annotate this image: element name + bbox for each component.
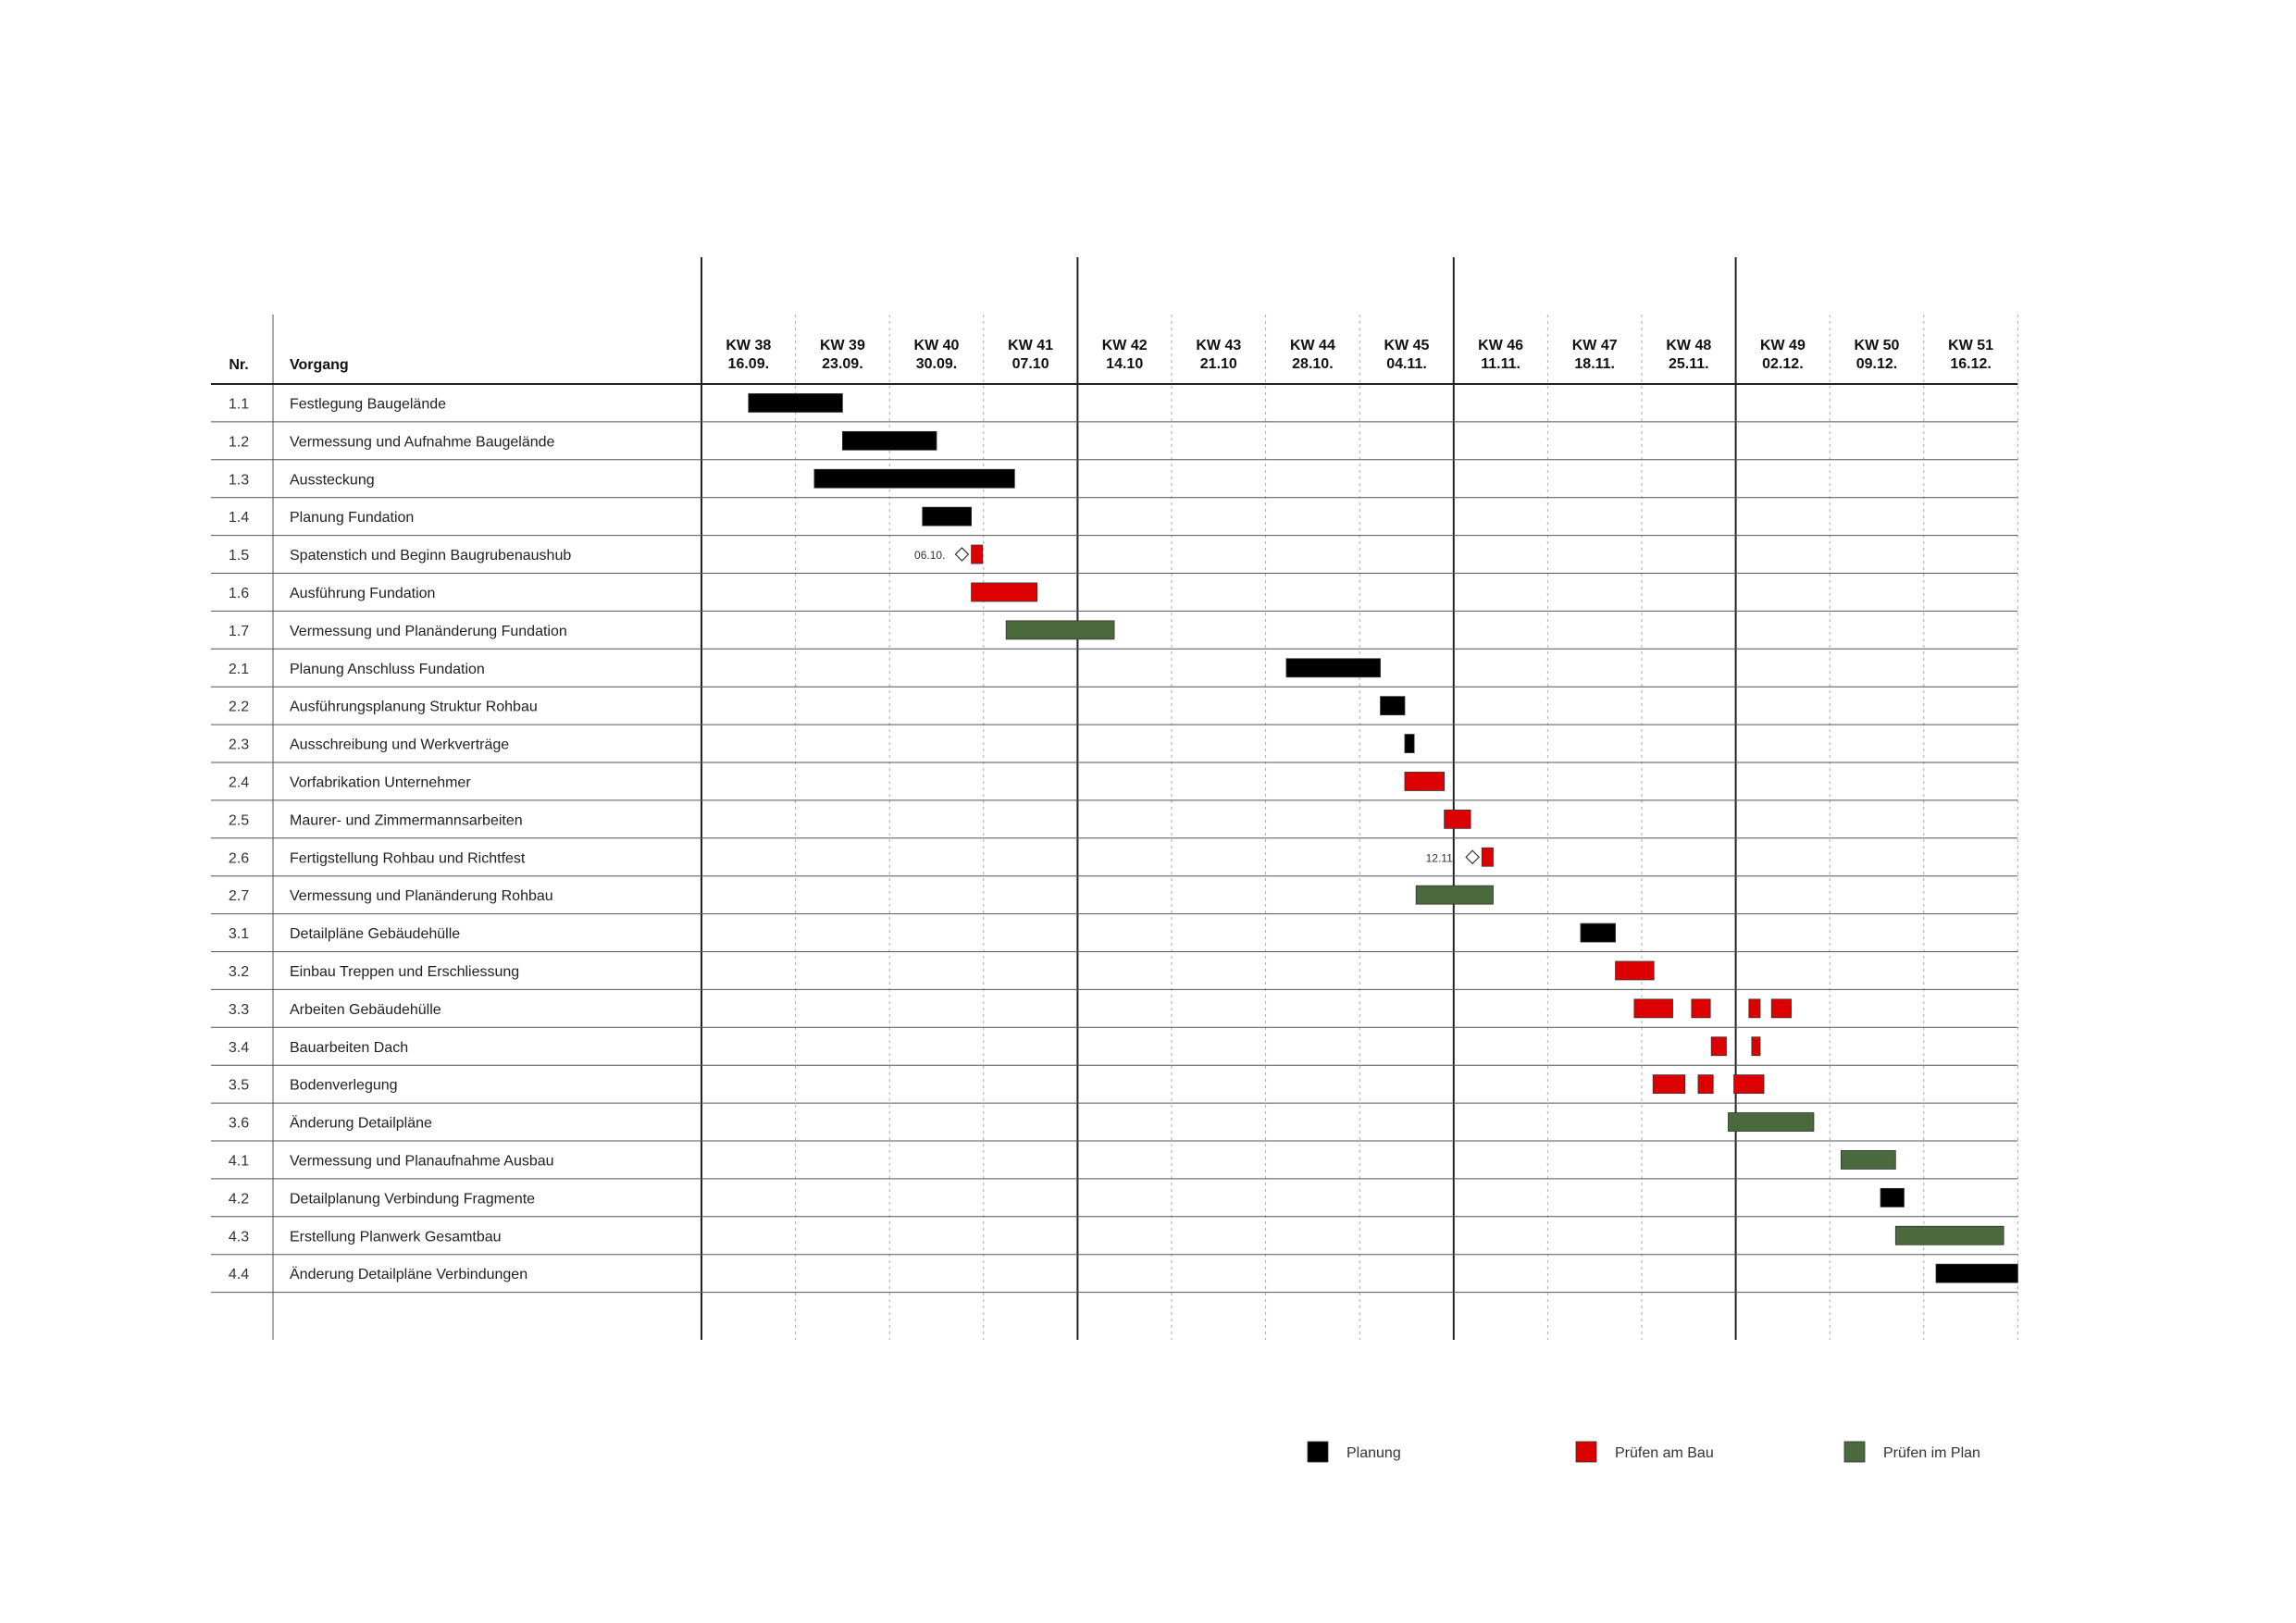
task-bar: [1381, 697, 1405, 715]
legend-label: Prüfen im Plan: [1883, 1445, 1980, 1461]
task-name: Spatenstich und Beginn Baugrubenaushub: [290, 548, 572, 564]
week-date: 14.10: [1106, 356, 1144, 372]
week-label: KW 44: [1289, 338, 1335, 353]
week-date: 02.12.: [1762, 356, 1804, 372]
legend-label: Planung: [1347, 1445, 1401, 1461]
week-label: KW 47: [1571, 338, 1618, 353]
task-number: 2.4: [228, 774, 250, 791]
week-label: KW 41: [1008, 338, 1054, 353]
legend-label: Prüfen am Bau: [1615, 1445, 1714, 1461]
task-number: 2.5: [228, 812, 250, 829]
task-name: Fertigstellung Rohbau und Richtfest: [290, 850, 526, 867]
column-header-vorgang: Vorgang: [290, 357, 349, 373]
task-number: 2.3: [228, 737, 250, 753]
task-number: 3.4: [228, 1039, 250, 1056]
week-date: 16.09.: [727, 356, 770, 372]
milestone-diamond: [955, 548, 968, 561]
task-bar: [1482, 848, 1493, 866]
task-number: 2.1: [228, 661, 250, 677]
task-number: 1.1: [228, 396, 250, 413]
task-number: 4.4: [228, 1267, 250, 1283]
milestone-date: 12.11.: [1425, 851, 1457, 865]
task-name: Arbeiten Gebäudehülle: [290, 1001, 441, 1018]
task-name: Änderung Detailpläne Verbindungen: [290, 1267, 528, 1283]
week-date: 09.12.: [1855, 356, 1898, 372]
task-bar: [1445, 810, 1471, 828]
legend-swatch: [1308, 1442, 1328, 1462]
task-bar: [1405, 772, 1445, 790]
task-number: 4.3: [228, 1229, 250, 1245]
task-name: Vermessung und Aufnahme Baugelände: [290, 434, 555, 451]
task-number: 1.2: [228, 434, 250, 451]
task-name: Ausschreibung und Werkverträge: [290, 737, 510, 753]
task-name: Ausführung Fundation: [290, 585, 436, 601]
task-number: 4.2: [228, 1191, 250, 1208]
task-number: 1.6: [228, 585, 250, 601]
week-label: KW 42: [1101, 338, 1148, 353]
task-name: Planung Anschluss Fundation: [290, 661, 485, 677]
milestone-diamond: [1466, 850, 1479, 863]
grid-lines: [211, 257, 2017, 1340]
task-number: 1.3: [228, 472, 250, 489]
task-bar: [1895, 1226, 2004, 1245]
week-label: KW 43: [1196, 338, 1242, 353]
task-name: Vermessung und Planänderung Fundation: [290, 623, 567, 639]
task-bar: [1711, 1037, 1726, 1056]
task-bar: [1936, 1264, 2017, 1282]
week-date: 07.10: [1011, 356, 1049, 372]
week-label: KW 46: [1478, 338, 1524, 353]
task-bar: [972, 583, 1037, 601]
week-date: 25.11.: [1668, 356, 1709, 372]
task-bar: [749, 393, 843, 412]
task-bar: [1416, 886, 1493, 904]
task-bar: [1771, 999, 1791, 1018]
week-label: KW 39: [819, 338, 865, 353]
task-number: 1.4: [228, 510, 250, 527]
task-bar: [1752, 1037, 1760, 1056]
task-name: Aussteckung: [290, 472, 375, 489]
task-number: 3.6: [228, 1115, 250, 1132]
week-date: 28.10.: [1292, 356, 1334, 372]
milestone-date: 06.10.: [914, 549, 946, 563]
week-date: 30.09.: [915, 356, 958, 372]
week-date: 23.09.: [822, 356, 863, 372]
week-date: 04.11.: [1386, 356, 1427, 372]
task-name: Erstellung Planwerk Gesamtbau: [290, 1229, 502, 1245]
task-bar: [1006, 621, 1114, 639]
task-bar: [1841, 1150, 1895, 1169]
task-name: Bodenverlegung: [290, 1077, 398, 1094]
task-rows: [229, 396, 571, 1282]
task-bar: [923, 507, 972, 526]
task-bar: [1734, 1075, 1765, 1094]
week-label: KW 45: [1384, 338, 1430, 353]
task-name: Bauarbeiten Dach: [290, 1039, 409, 1056]
task-name: Ausführungsplanung Struktur Rohbau: [290, 699, 538, 715]
task-number: 1.7: [228, 623, 250, 639]
task-name: Einbau Treppen und Erschliessung: [290, 963, 520, 980]
task-number: 3.3: [228, 1001, 250, 1018]
task-bar: [814, 469, 1014, 488]
task-name: Vermessung und Planaufnahme Ausbau: [290, 1153, 554, 1170]
task-number: 1.5: [228, 548, 250, 564]
legend: [1308, 1442, 1980, 1462]
legend-swatch: [1844, 1442, 1865, 1462]
task-bar: [1653, 1075, 1685, 1094]
task-bar: [1728, 1113, 1813, 1132]
legend-swatch: [1576, 1442, 1596, 1462]
task-bar: [842, 431, 937, 450]
task-name: Planung Fundation: [290, 510, 415, 527]
task-name: Detailpläne Gebäudehülle: [290, 926, 461, 943]
week-label: KW 50: [1854, 338, 1900, 353]
week-date: 21.10: [1199, 356, 1237, 372]
task-name: Festlegung Baugelände: [290, 396, 447, 413]
column-header-nr: Nr.: [229, 357, 249, 373]
task-number: 2.2: [228, 699, 250, 715]
task-bar: [1616, 961, 1655, 980]
task-name: Vermessung und Planänderung Rohbau: [290, 888, 553, 905]
task-bar: [1634, 999, 1673, 1018]
task-bar: [1581, 923, 1616, 942]
week-label: KW 51: [1948, 338, 1994, 353]
task-number: 3.5: [228, 1077, 250, 1094]
task-bar: [1698, 1075, 1713, 1094]
week-label: KW 48: [1666, 338, 1712, 353]
chart-header: [229, 338, 1993, 373]
task-name: Vorfabrikation Unternehmer: [290, 774, 471, 791]
week-date: 18.11.: [1574, 356, 1616, 372]
task-bar: [1749, 999, 1760, 1018]
task-bar: [1880, 1188, 1904, 1207]
task-name: Detailplanung Verbindung Fragmente: [290, 1191, 536, 1208]
task-number: 4.1: [228, 1153, 250, 1170]
week-label: KW 40: [913, 338, 960, 353]
task-bar: [1286, 659, 1381, 677]
week-date: 11.11.: [1481, 356, 1520, 372]
week-label: KW 49: [1759, 338, 1806, 353]
task-number: 2.7: [228, 888, 250, 905]
task-number: 3.1: [228, 926, 250, 943]
task-number: 3.2: [228, 963, 250, 980]
task-bar: [1405, 735, 1414, 753]
task-name: Änderung Detailpläne: [290, 1115, 432, 1132]
task-name: Maurer- und Zimmermannsarbeiten: [290, 812, 523, 829]
week-label: KW 38: [726, 338, 772, 353]
task-bar: [1692, 999, 1710, 1018]
task-number: 2.6: [228, 850, 250, 867]
week-date: 16.12.: [1950, 356, 1992, 372]
task-bar: [972, 545, 983, 564]
